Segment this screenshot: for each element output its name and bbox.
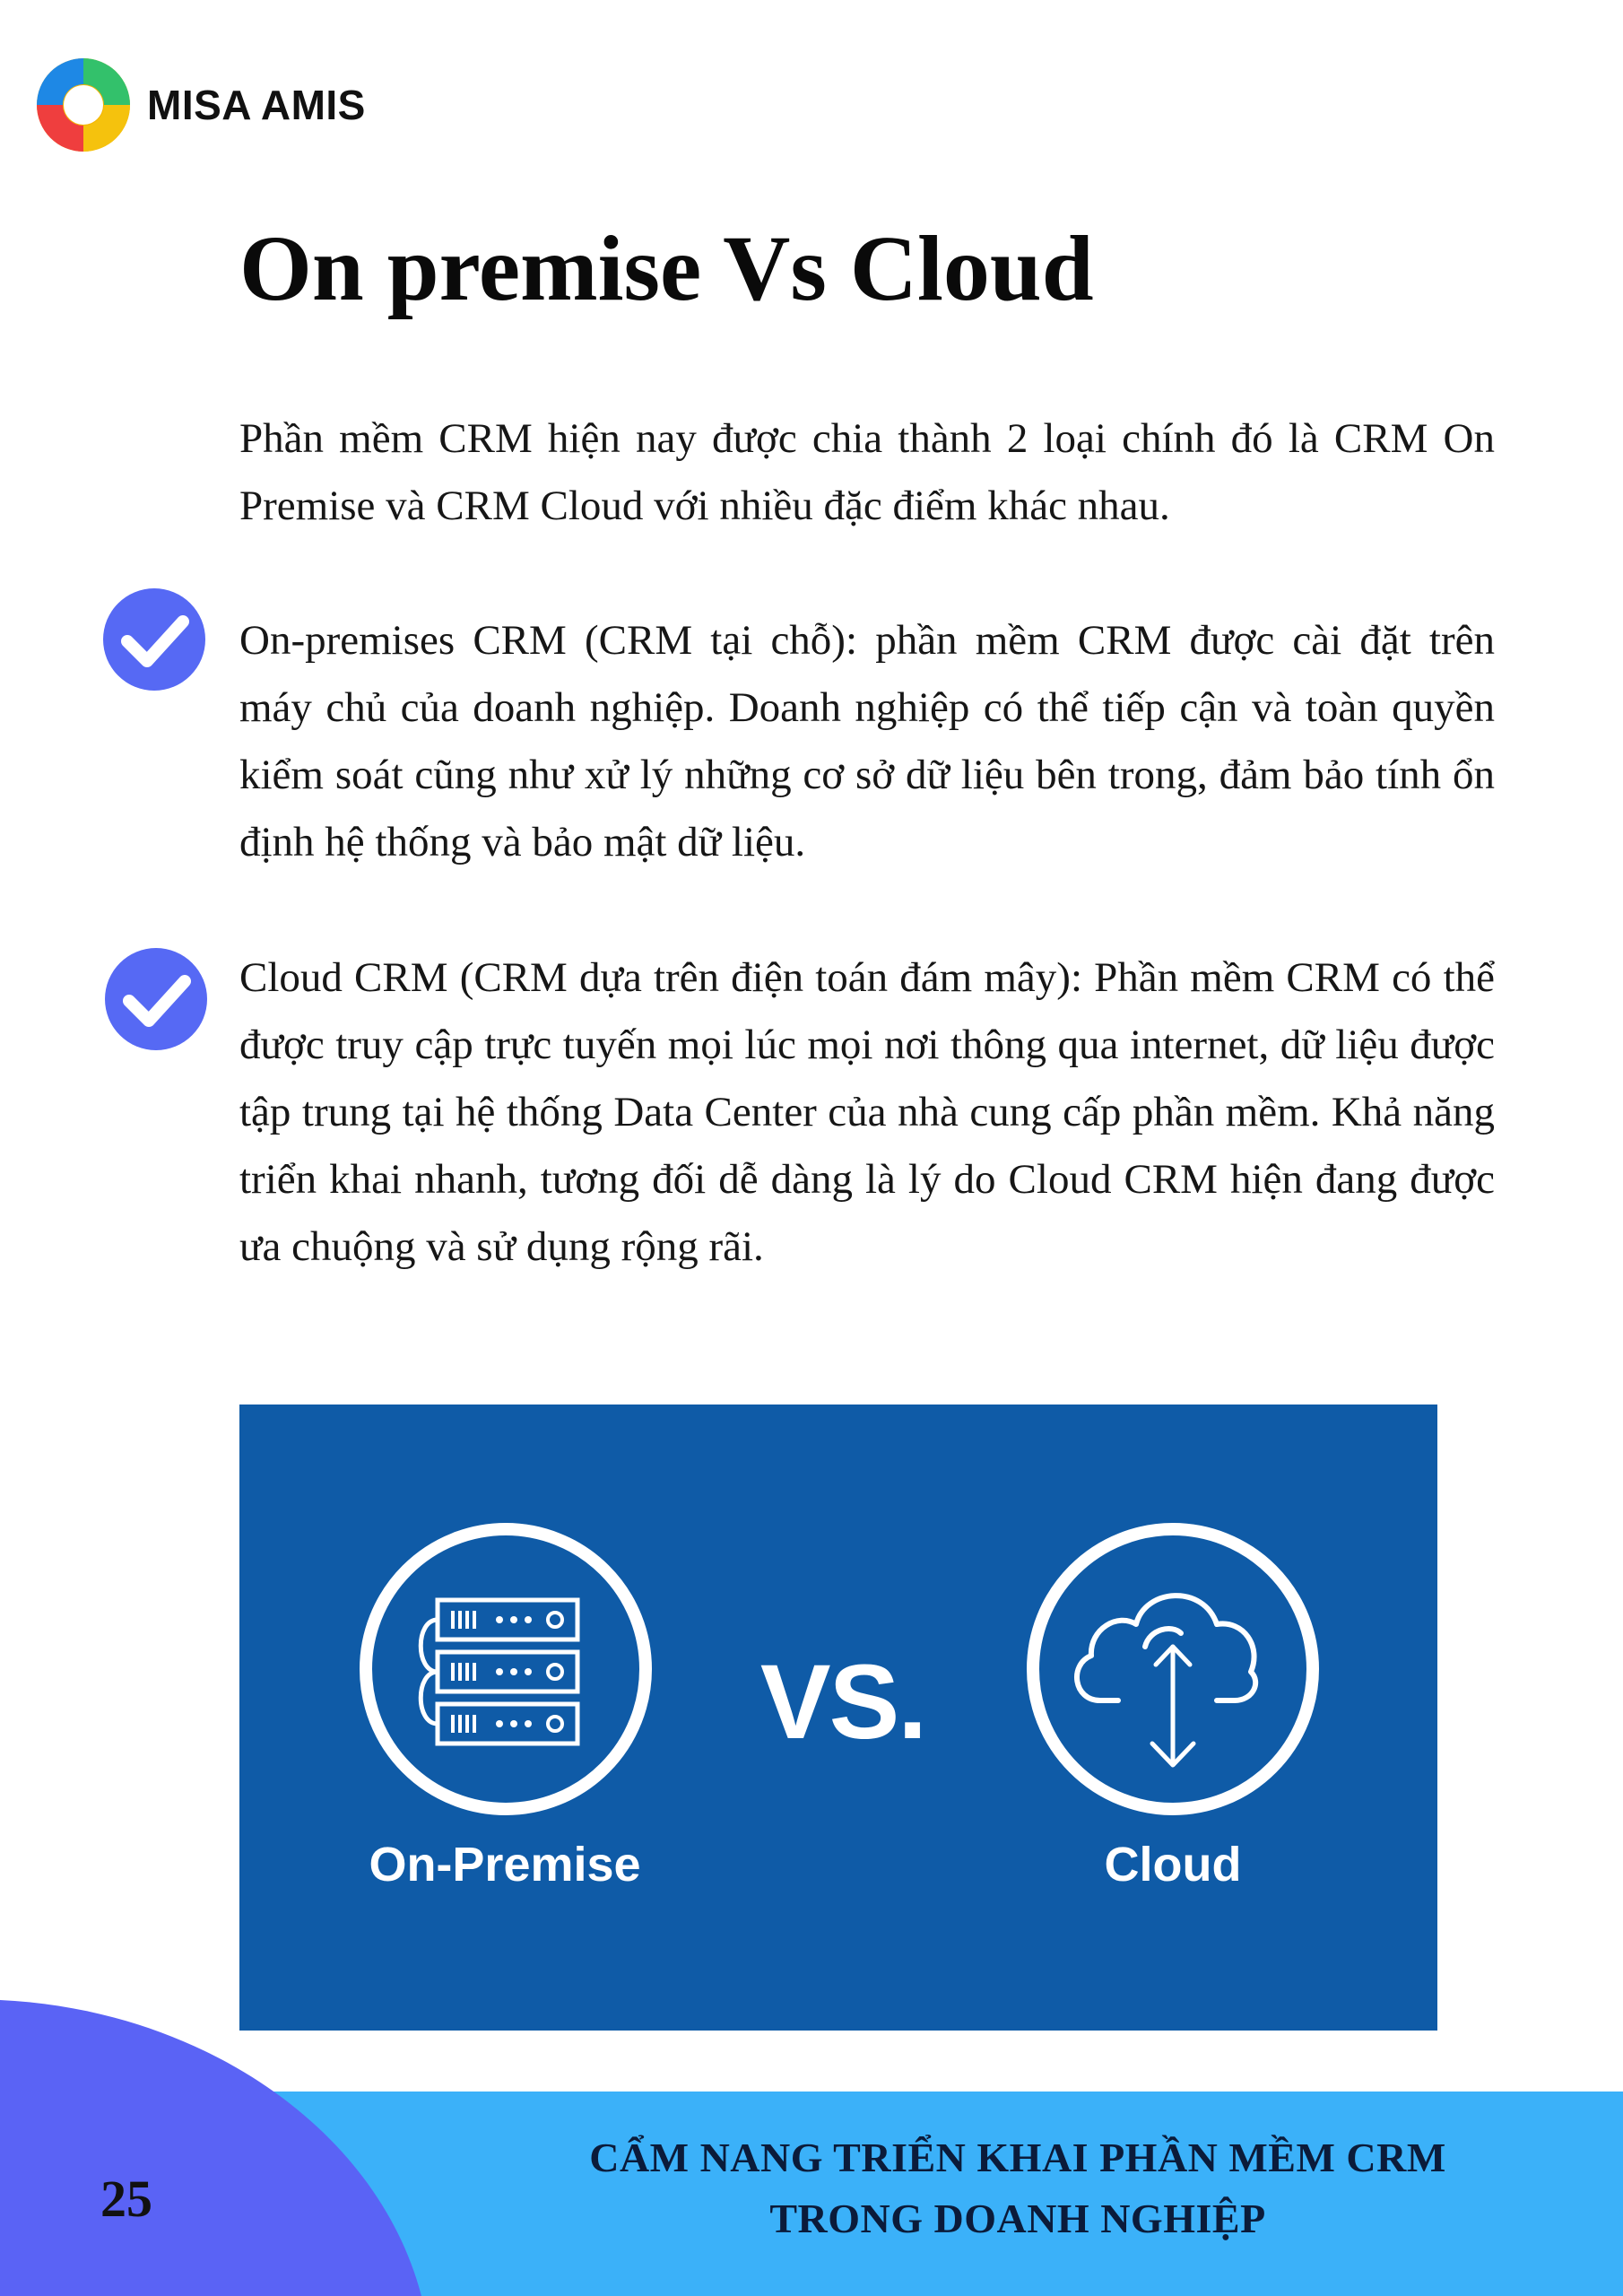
on-premise-paragraph: On-premises CRM (CRM tại chỗ): phần mềm CRM được cài đặt trên máy chủ của doanh nghiệp. Doanh nghiệp có thể tiếp cận và toàn quyền kiểm soát cũng như xử lý những cơ sở dữ liệu bên trong, đảm bảo tính ổn định hệ thống và bảo mật dữ liệu.: [239, 617, 1495, 865]
intro-paragraph: Phần mềm CRM hiện nay được chia thành 2 loại chính đó là CRM On Premise và CRM Cloud với nhiều đặc điểm khác nhau.: [239, 415, 1495, 529]
footer-decor-arc: [0, 2000, 430, 2296]
footer-title: [520, 2127, 1515, 2249]
on-premise-label: On-Premise: [369, 1838, 641, 1892]
checkmark-icon: [104, 947, 208, 1051]
server-icon: [366, 1529, 646, 1809]
checkmark-icon: [102, 587, 206, 691]
misa-amis-logo-icon: [34, 56, 133, 154]
page-number: 25: [100, 2170, 152, 2228]
brand-logo: [34, 56, 366, 154]
cloud-paragraph: Cloud CRM (CRM dựa trên điện toán đám mây): Phần mềm CRM có thể được truy cập trực tuyến mọi lúc mọi nơi thông qua internet, dữ liệu được tập trung tại hệ thống Data Center của nhà cung cấp phần mềm. Khả năng triển khai nhanh, tương đối dễ dàng là lý do Cloud CRM hiện đang được ưa chuộng và sử dụng rộng rãi.: [239, 954, 1495, 1270]
footer-title-line-2: TRONG DOANH NGHIỆP: [769, 2196, 1266, 2241]
page-title: On premise Vs Cloud: [239, 217, 1094, 320]
vs-label: VS.: [759, 1643, 926, 1761]
footer-title-line-1: CẨM NANG TRIỂN KHAI PHẦN MỀM CRM: [589, 2135, 1446, 2180]
cloud-label: Cloud: [1104, 1838, 1242, 1892]
brand-name: MISA AMIS: [147, 82, 366, 128]
cloud-icon: [1033, 1529, 1313, 1809]
